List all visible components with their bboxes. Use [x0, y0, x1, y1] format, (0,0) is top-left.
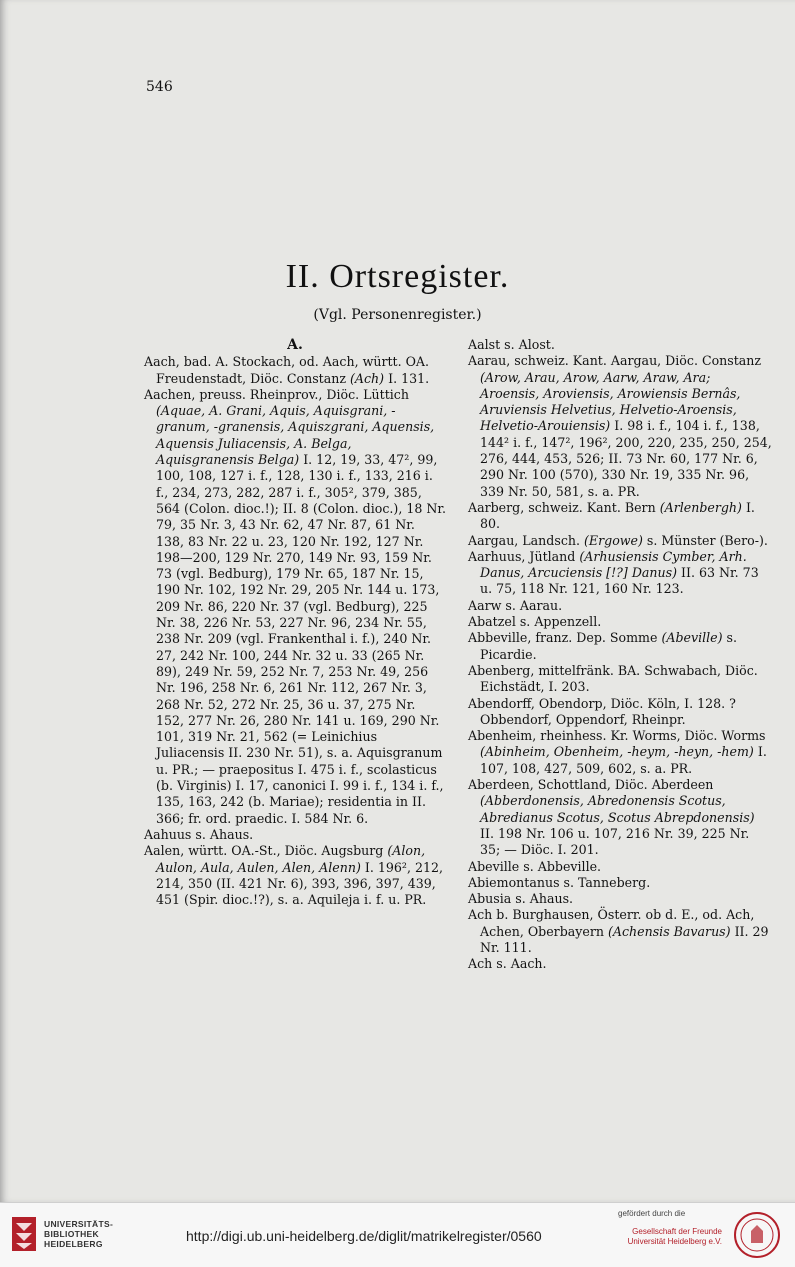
section-letter: A. — [287, 337, 303, 353]
entry-text: Aalen, württ. OA.-St., Diöc. Augsburg — [144, 843, 388, 859]
index-entry — [468, 500, 772, 533]
index-entry — [468, 614, 772, 630]
entry-text: Aberdeen, Schottland, Diöc. Aberdeen — [468, 777, 714, 793]
entry-text: Abatzel s. Appenzell. — [468, 614, 602, 630]
index-entry — [144, 827, 446, 843]
index-entry — [468, 728, 772, 777]
entry-latin-forms: (Achensis Bavarus) — [607, 923, 731, 939]
viewer-footer — [0, 1202, 795, 1267]
entry-text: Abendorff, Obendorp, Diöc. Köln, I. 128. ? Obbendorf, Oppendorf, Rheinpr. — [468, 695, 736, 727]
index-entry — [144, 843, 446, 908]
index-entry — [468, 956, 772, 972]
entry-text: Abenheim, rheinhess. Kr. Worms, Diöc. Worms — [468, 728, 766, 744]
entry-text: Aargau, Landsch. — [468, 532, 584, 548]
entry-references: II. 63 Nr. 73 u. 75, 118 Nr. 121, 160 Nr. 123. — [480, 565, 759, 597]
entry-references: I. 98 i. f., 104 i. f., 138, 144² i. f., 147², 196², 200, 220, 235, 250, 254, 276, 444, 453, 526; II. 73 Nr. 60, 177 Nr. 6, 290 Nr. 100 (570), 330 Nr. 19, 335 Nr. 96, 339 Nr. 50, 581, s. a. PR. — [480, 418, 772, 499]
library-name-line2: BIBLIOTHEK — [44, 1229, 99, 1239]
entry-latin-forms: (Aquae, A. Grani, Aquis, Aquisgrani, -granum, -granensis, Aquiszgrani, Aquensis, Aquensis Juliacensis, A. Belga, Aquisgranensis Belga) — [156, 403, 435, 468]
entry-latin-forms: (Arow, Arau, Arow, Aarw, Araw, Ara; Aroensis, Aroviensis, Arowiensis Bernâs, Aruviensis Helvetius, Helvetio-Aroensis, Helvetio-Arouiensis) — [480, 369, 741, 434]
entry-references: s. Münster (Bero-). — [642, 532, 768, 548]
register-title: II. Ortsregister. — [285, 258, 510, 295]
entry-text: Abeville s. Abbeville. — [468, 858, 602, 874]
entry-latin-forms: (Arhusiensis Cymber, Arh. Danus, Arcuciensis [!?] Danus) — [480, 548, 747, 581]
library-name-line3: HEIDELBERG — [44, 1239, 103, 1249]
register-subtitle: (Vgl. Personenregister.) — [313, 307, 482, 323]
entry-text: Aachen, preuss. Rheinprov., Diöc. Lüttich — [144, 386, 409, 402]
page-number: 546 — [146, 79, 173, 95]
entry-references: I. 12, 19, 33, 47², 99, 100, 108, 127 i. f., 128, 130 i. f., 133, 216 i. f., 234, 273, 282, 287 i. f., 305², 379, 385, 564 (Colon. dioc.!); II. 8 (Colon. dioc.), 18 Nr. 79, 35 Nr. 3, 43 Nr. 62, 47 Nr. 87, 61 Nr. 138, 83 Nr. 22 u. 23, 120 Nr. 192, 127 Nr. 198—200, 129 Nr. 270, 149 Nr. 93, 159 Nr. 73 (vgl. Bedburg), 179 Nr. 65, 187 Nr. 15, 190 Nr. 102, 192 Nr. 29, 205 Nr. 144 u. 173, 209 Nr. 86, 220 Nr. 37 (vgl. Bedburg), 225 Nr. 38, 226 Nr. 53, 227 Nr. 96, 234 Nr. 55, 238 Nr. 209 (vgl. Frankenthal i. f.), 240 Nr. 27, 242 Nr. 100, 244 Nr. 32 u. 33 (265 Nr. 89), 249 Nr. 59, 252 Nr. 7, 253 Nr. 49, 256 Nr. 196, 258 Nr. 6, 261 Nr. 112, 267 Nr. 3, 268 Nr. 52, 272 Nr. 25, 36 u. 37, 275 Nr. 152, 277 Nr. 26, 280 Nr. 141 u. 169, 290 Nr. 101, 319 Nr. 21, 562 (= Leinichius Juliacensis II. 230 Nr. 51), s. a. Aquisgranum u. PR.; — praepositus I. 475 i. f., scolasticus (b. Virginis) I. 17, canonici I. 99 i. f., 134 i. f., 135, 163, 242 (b. Mariae); residentia in II. 366; fr. ord. praedic. I. 584 Nr. 6. — [156, 452, 447, 826]
entry-latin-forms: (Abeville) — [661, 630, 723, 646]
entry-text: Abbeville, franz. Dep. Somme — [468, 630, 662, 646]
entry-references: I. 131. — [384, 370, 430, 386]
right-column — [468, 337, 772, 973]
entry-text: Abusia s. Ahaus. — [468, 891, 574, 907]
entry-references: II. 198 Nr. 106 u. 107, 216 Nr. 39, 225 Nr. 35; — Diöc. I. 201. — [480, 825, 750, 858]
left-entries — [144, 354, 446, 908]
entry-text: Ach b. Burghausen, Österr. ob d. E., od. Ach, Achen, Oberbayern — [468, 907, 755, 939]
entry-latin-forms: (Abberdonensis, Abredonensis Scotus, Abredianus Scotus, Scotus Abrepdonensis) — [480, 793, 755, 825]
entry-references: I. 196², 212, 214, 350 (II. 421 Nr. 6), 393, 396, 397, 439, 451 (Spir. dioc.!?), s. a. Aquileja i. f. u. PR. — [156, 859, 444, 908]
index-entry — [468, 549, 772, 598]
entry-text: Abiemontanus s. Tanneberg. — [468, 874, 651, 890]
entry-text: Aach, bad. A. Stockach, od. Aach, württ. OA. Freudenstadt, Diöc. Constanz — [144, 354, 430, 386]
sponsor-name-line1: Gesellschaft der Freunde — [632, 1227, 722, 1236]
index-entry — [468, 907, 772, 956]
entry-text: Aahuus s. Ahaus. — [144, 826, 254, 842]
index-entry — [468, 353, 772, 500]
entry-text: Aarau, schweiz. Kant. Aargau, Diöc. Constanz — [468, 353, 762, 369]
entry-latin-forms: (Abinheim, Obenheim, -heym, -heyn, -hem) — [480, 744, 754, 760]
entry-latin-forms: (Arlenbergh) — [659, 499, 742, 515]
index-entry — [468, 598, 772, 614]
index-entry — [468, 663, 772, 696]
index-entry — [468, 337, 772, 353]
sponsor-label: gefördert durch die — [618, 1209, 686, 1218]
right-entries — [468, 337, 772, 973]
index-entry — [144, 387, 446, 827]
sponsor-name-line2: Universität Heidelberg e.V. — [627, 1237, 722, 1246]
index-entry — [468, 696, 772, 729]
left-column — [144, 337, 446, 908]
entry-references: II. 29 Nr. 111. — [480, 923, 769, 955]
entry-references: I. 80. — [480, 499, 755, 532]
index-entry — [468, 859, 772, 875]
index-entry — [468, 891, 772, 907]
index-entry — [468, 630, 772, 663]
entry-latin-forms: (Ach) — [350, 370, 385, 386]
entry-text: Aarberg, schweiz. Kant. Bern — [468, 499, 660, 515]
library-name-line1: UNIVERSITÄTS- — [44, 1219, 114, 1229]
entry-references: I. 107, 108, 427, 509, 602, s. a. PR. — [480, 744, 767, 776]
entry-references: s. Picardie. — [480, 630, 738, 662]
index-entry — [144, 354, 446, 387]
index-entry — [468, 875, 772, 891]
permalink-url[interactable]: http://digi.ub.uni-heidelberg.de/diglit/matrikelregister/0560 — [186, 1228, 542, 1244]
university-library-logo-icon — [12, 1217, 36, 1251]
entry-text: Aarhuus, Jütland — [468, 548, 580, 564]
sponsor-name[interactable] — [610, 1227, 722, 1247]
entry-text: Ach s. Aach. — [468, 956, 547, 972]
library-name[interactable] — [44, 1219, 113, 1249]
entry-text: Aarw s. Aarau. — [468, 597, 563, 613]
index-entry — [468, 533, 772, 549]
university-seal-icon — [733, 1211, 781, 1259]
entry-latin-forms: (Ergowe) — [584, 532, 643, 548]
entry-latin-forms: (Alon, Aulon, Aula, Aulen, Alen, Alenn) — [156, 843, 426, 875]
entry-text: Abenberg, mittelfränk. BA. Schwabach, Diöc. Eichstädt, I. 203. — [468, 662, 758, 695]
entry-text: Aalst s. Alost. — [468, 337, 555, 352]
index-entry — [468, 777, 772, 858]
